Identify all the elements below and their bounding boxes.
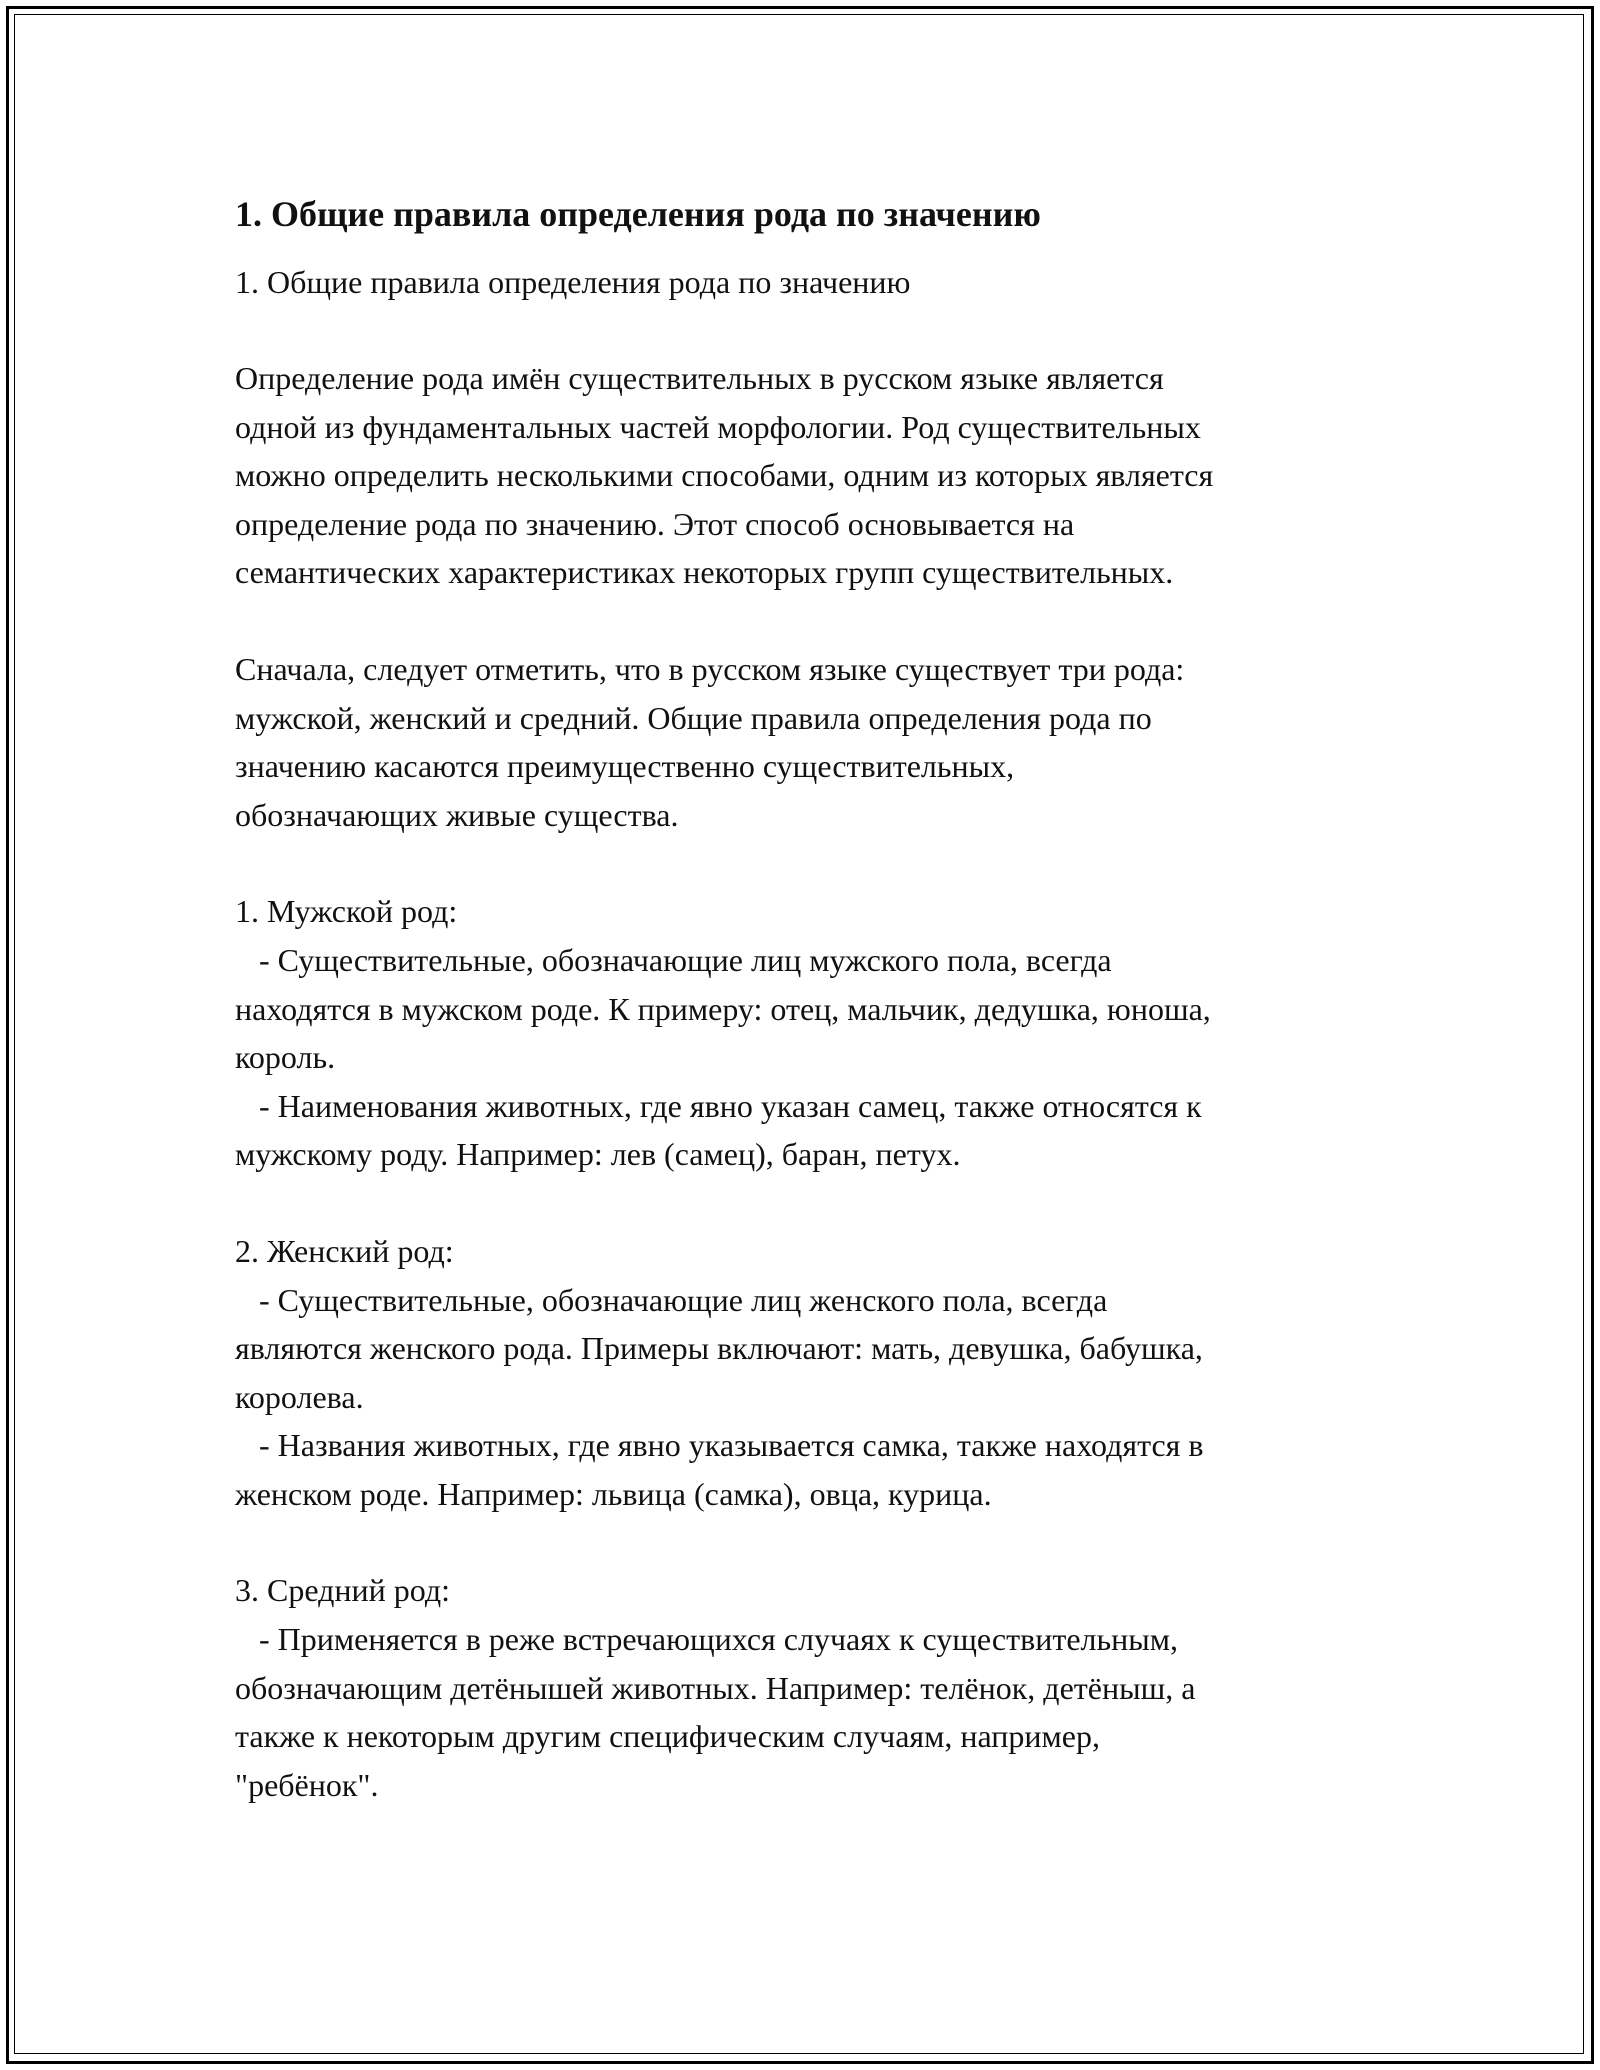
text-line: обозначающих живые существа. (235, 796, 679, 833)
text-line: - Применяется в реже встречающихся случаях к существительным, (235, 1621, 1178, 1658)
section-title: 3. Средний род: (235, 1572, 451, 1609)
text-line: семантических характеристиках некоторых групп существительных. (235, 554, 1174, 591)
text-line: определение рода по значению. Этот способ основывается на (235, 505, 1075, 542)
paragraph-genders-overview (235, 645, 1385, 839)
text-line: король. (235, 1039, 336, 1076)
text-line: одной из фундаментальных частей морфологии. Род существительных (235, 408, 1201, 445)
text-line: - Существительные, обозначающие лиц мужского пола, всегда (235, 941, 1112, 978)
section-neuter (235, 1566, 1385, 1809)
text-line: мужскому роду. Например: лев (самец), баран, петух. (235, 1136, 961, 1173)
text-line: "ребёнок". (235, 1766, 379, 1803)
document-body (235, 186, 1385, 1809)
text-line: также к некоторым другим специфическим случаям, например, (235, 1718, 1100, 1755)
paragraph-intro (235, 354, 1385, 597)
text-line: королева. (235, 1378, 364, 1415)
text-line: можно определить несколькими способами, одним из которых является (235, 457, 1214, 494)
section-title: 1. Мужской род: (235, 893, 458, 930)
text-line: - Названия животных, где явно указывается самка, также находятся в (235, 1427, 1204, 1464)
text-line: значению касаются преимущественно существительных, (235, 748, 1015, 785)
text-line: мужской, женский и средний. Общие правила определения рода по (235, 699, 1152, 736)
text-line: обозначающим детёнышей животных. Например: телёнок, детёныш, а (235, 1669, 1196, 1706)
text-line: - Существительные, обозначающие лиц женского пола, всегда (235, 1281, 1108, 1318)
document-subtitle: 1. Общие правила определения рода по значению (235, 264, 911, 300)
section-feminine (235, 1227, 1385, 1519)
text-line: Сначала, следует отметить, что в русском языке существует три рода: (235, 650, 1185, 687)
section-title: 2. Женский род: (235, 1232, 454, 1269)
text-line: женском роде. Например: львица (самка), овца, курица. (235, 1475, 992, 1512)
text-line: - Наименования животных, где явно указан самец, также относятся к (235, 1087, 1202, 1124)
text-line: Определение рода имён существительных в русском языке является (235, 360, 1164, 396)
section-masculine (235, 887, 1385, 1179)
text-line: находятся в мужском роде. К примеру: отец, мальчик, дедушка, юноша, (235, 990, 1211, 1027)
document-heading: 1. Общие правила определения рода по значению (235, 194, 1041, 234)
text-line: являются женского рода. Примеры включают: мать, девушка, бабушка, (235, 1330, 1203, 1367)
